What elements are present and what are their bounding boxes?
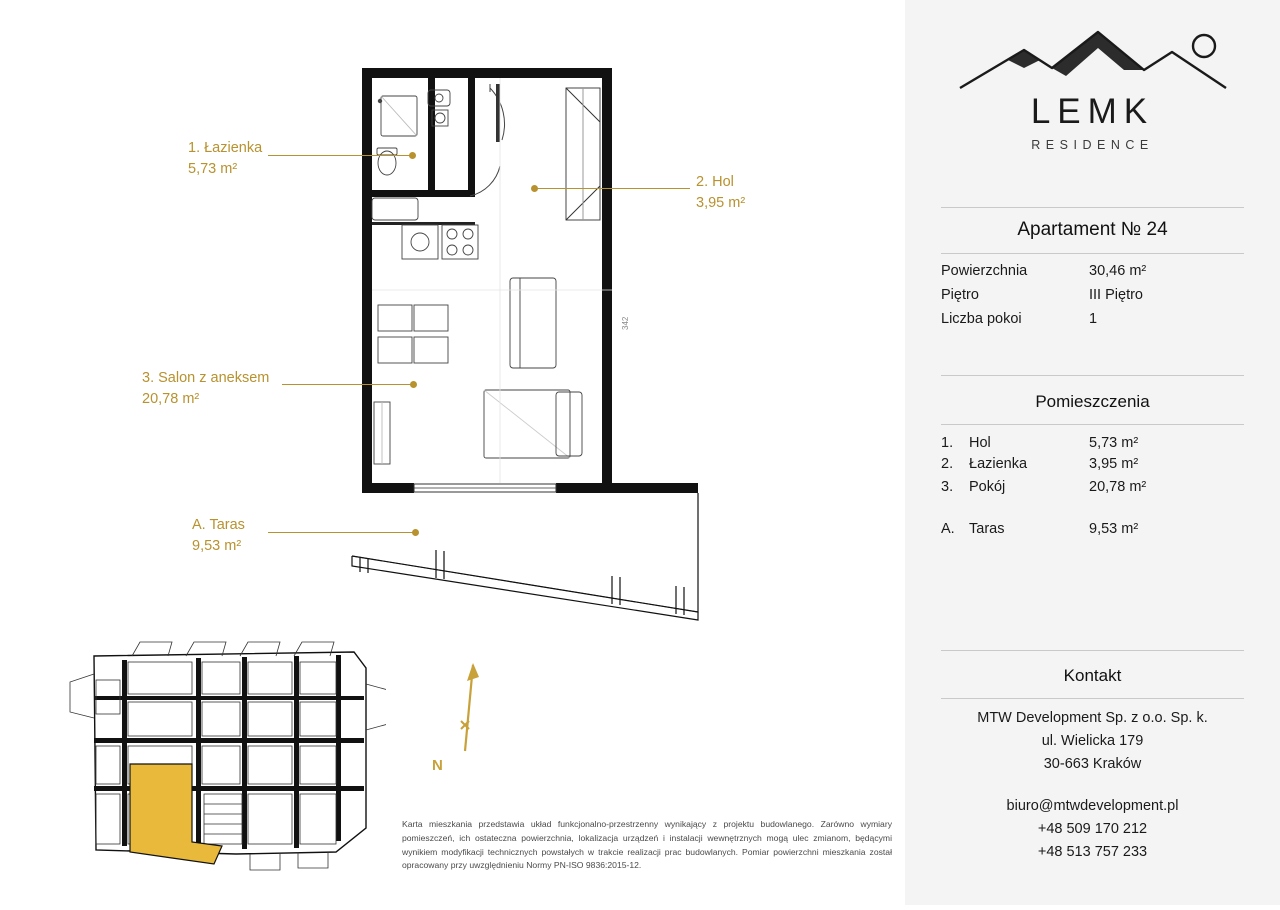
divider-4 [941,424,1244,425]
spec-value-liczba-pokoi: 1 [1089,311,1098,327]
callout-hol [696,172,745,214]
brand-logo [905,26,1280,152]
room-num-a: A. [941,521,955,537]
room-area-hol: 5,73 m² [1089,435,1139,451]
contact-phone-2[interactable]: +48 513 757 233 [1037,844,1148,860]
callout-lazienka-area: 5,73 m² [188,161,238,178]
room-name-taras: Taras [969,521,1005,537]
callout-lazienka [188,138,262,180]
apartment-title: Apartament № 24 [1017,219,1168,240]
callout-taras [192,515,245,557]
info-panel [905,0,1280,905]
callout-taras-name: A. Taras [192,517,245,533]
divider-3 [941,375,1244,376]
entry-door [490,84,505,142]
plan-partitions [372,78,475,225]
spec-label-liczba-pokoi: Liczba pokoi [941,311,1022,327]
leader-line-taras [268,532,416,533]
terrace-outline [352,493,698,620]
callout-salon-name: 3. Salon z aneksem [142,370,270,386]
key-plan-diagram [36,638,386,878]
leader-dot-salon [410,381,417,388]
room-num-2: 2. [941,456,954,472]
leader-dot-lazienka [409,152,416,159]
kitchen-fixtures [402,225,478,259]
plan-walls [362,68,698,493]
callout-hol-area: 3,95 m² [696,195,746,212]
room-name-hol: Hol [969,435,991,451]
compass-label: N [432,757,443,774]
disclaimer-text: Karta mieszkania przedstawia układ funkcjonalno-przestrzenny wynikający z projektu budowlanego. Zarówno wymiary pomieszczeń, ich ostateczna powierzchnia, lokalizacja urządzeń i instalacji wewnętrznych mogą ulec zmianom, będącymi wynikiem modyfikacji technicznych powstałych w trakcie realizacji prac budowlanych. Pomiar powierzchni mieszkania został opracowany przy uwzględnieniu Normy PN-ISO 9836:2015-12. [402,819,892,871]
callout-taras-area: 9,53 m² [192,538,242,555]
logo-subtitle: RESIDENCE [1031,138,1154,152]
leader-dot-hol [531,185,538,192]
contact-email[interactable]: biuro@mtwdevelopment.pl [1006,798,1179,814]
spec-label-pietro: Piętro [941,287,979,303]
spec-label-powierzchnia: Powierzchnia [941,263,1028,279]
room-area-pokoj: 20,78 m² [1089,479,1147,495]
leader-line-lazienka [268,155,413,156]
room-num-1: 1. [941,435,954,451]
room-area-lazienka: 3,95 m² [1089,456,1139,472]
dining-set [378,305,448,363]
callout-hol-name: 2. Hol [696,174,734,190]
callout-lazienka-name: 1. Łazienka [188,140,263,156]
balcony-door [414,484,556,492]
contact-title: Kontakt [1063,666,1122,685]
contact-company: MTW Development Sp. z o.o. Sp. k. [977,710,1208,726]
spec-value-powierzchnia: 30,46 m² [1089,263,1147,279]
window-right [566,88,600,220]
room-num-3: 3. [941,479,954,495]
divider-1 [941,207,1244,208]
divider-5 [941,650,1244,651]
contact-city: 30-663 Kraków [1043,756,1142,772]
leader-line-salon [282,384,414,385]
divider-2 [941,253,1244,254]
room-name-pokoj: Pokój [969,479,1006,495]
rooms-title: Pomieszczenia [1035,392,1150,411]
leader-dot-taras [412,529,419,536]
divider-6 [941,698,1244,699]
leader-line-hol [534,188,690,189]
contact-phone-1[interactable]: +48 509 170 212 [1037,821,1148,837]
mountain-logo-icon [948,26,1238,98]
logo-wordmark: LEMK [1030,92,1155,131]
room-name-lazienka: Łazienka [969,456,1028,472]
callout-salon [142,368,269,410]
room-area-taras: 9,53 m² [1089,521,1139,537]
callout-salon-area: 20,78 m² [142,391,200,408]
contact-street: ul. Wielicka 179 [1041,733,1144,749]
furniture-living [374,278,582,464]
dimension-text: 342 [621,316,630,330]
spec-value-pietro: III Piętro [1089,287,1143,303]
